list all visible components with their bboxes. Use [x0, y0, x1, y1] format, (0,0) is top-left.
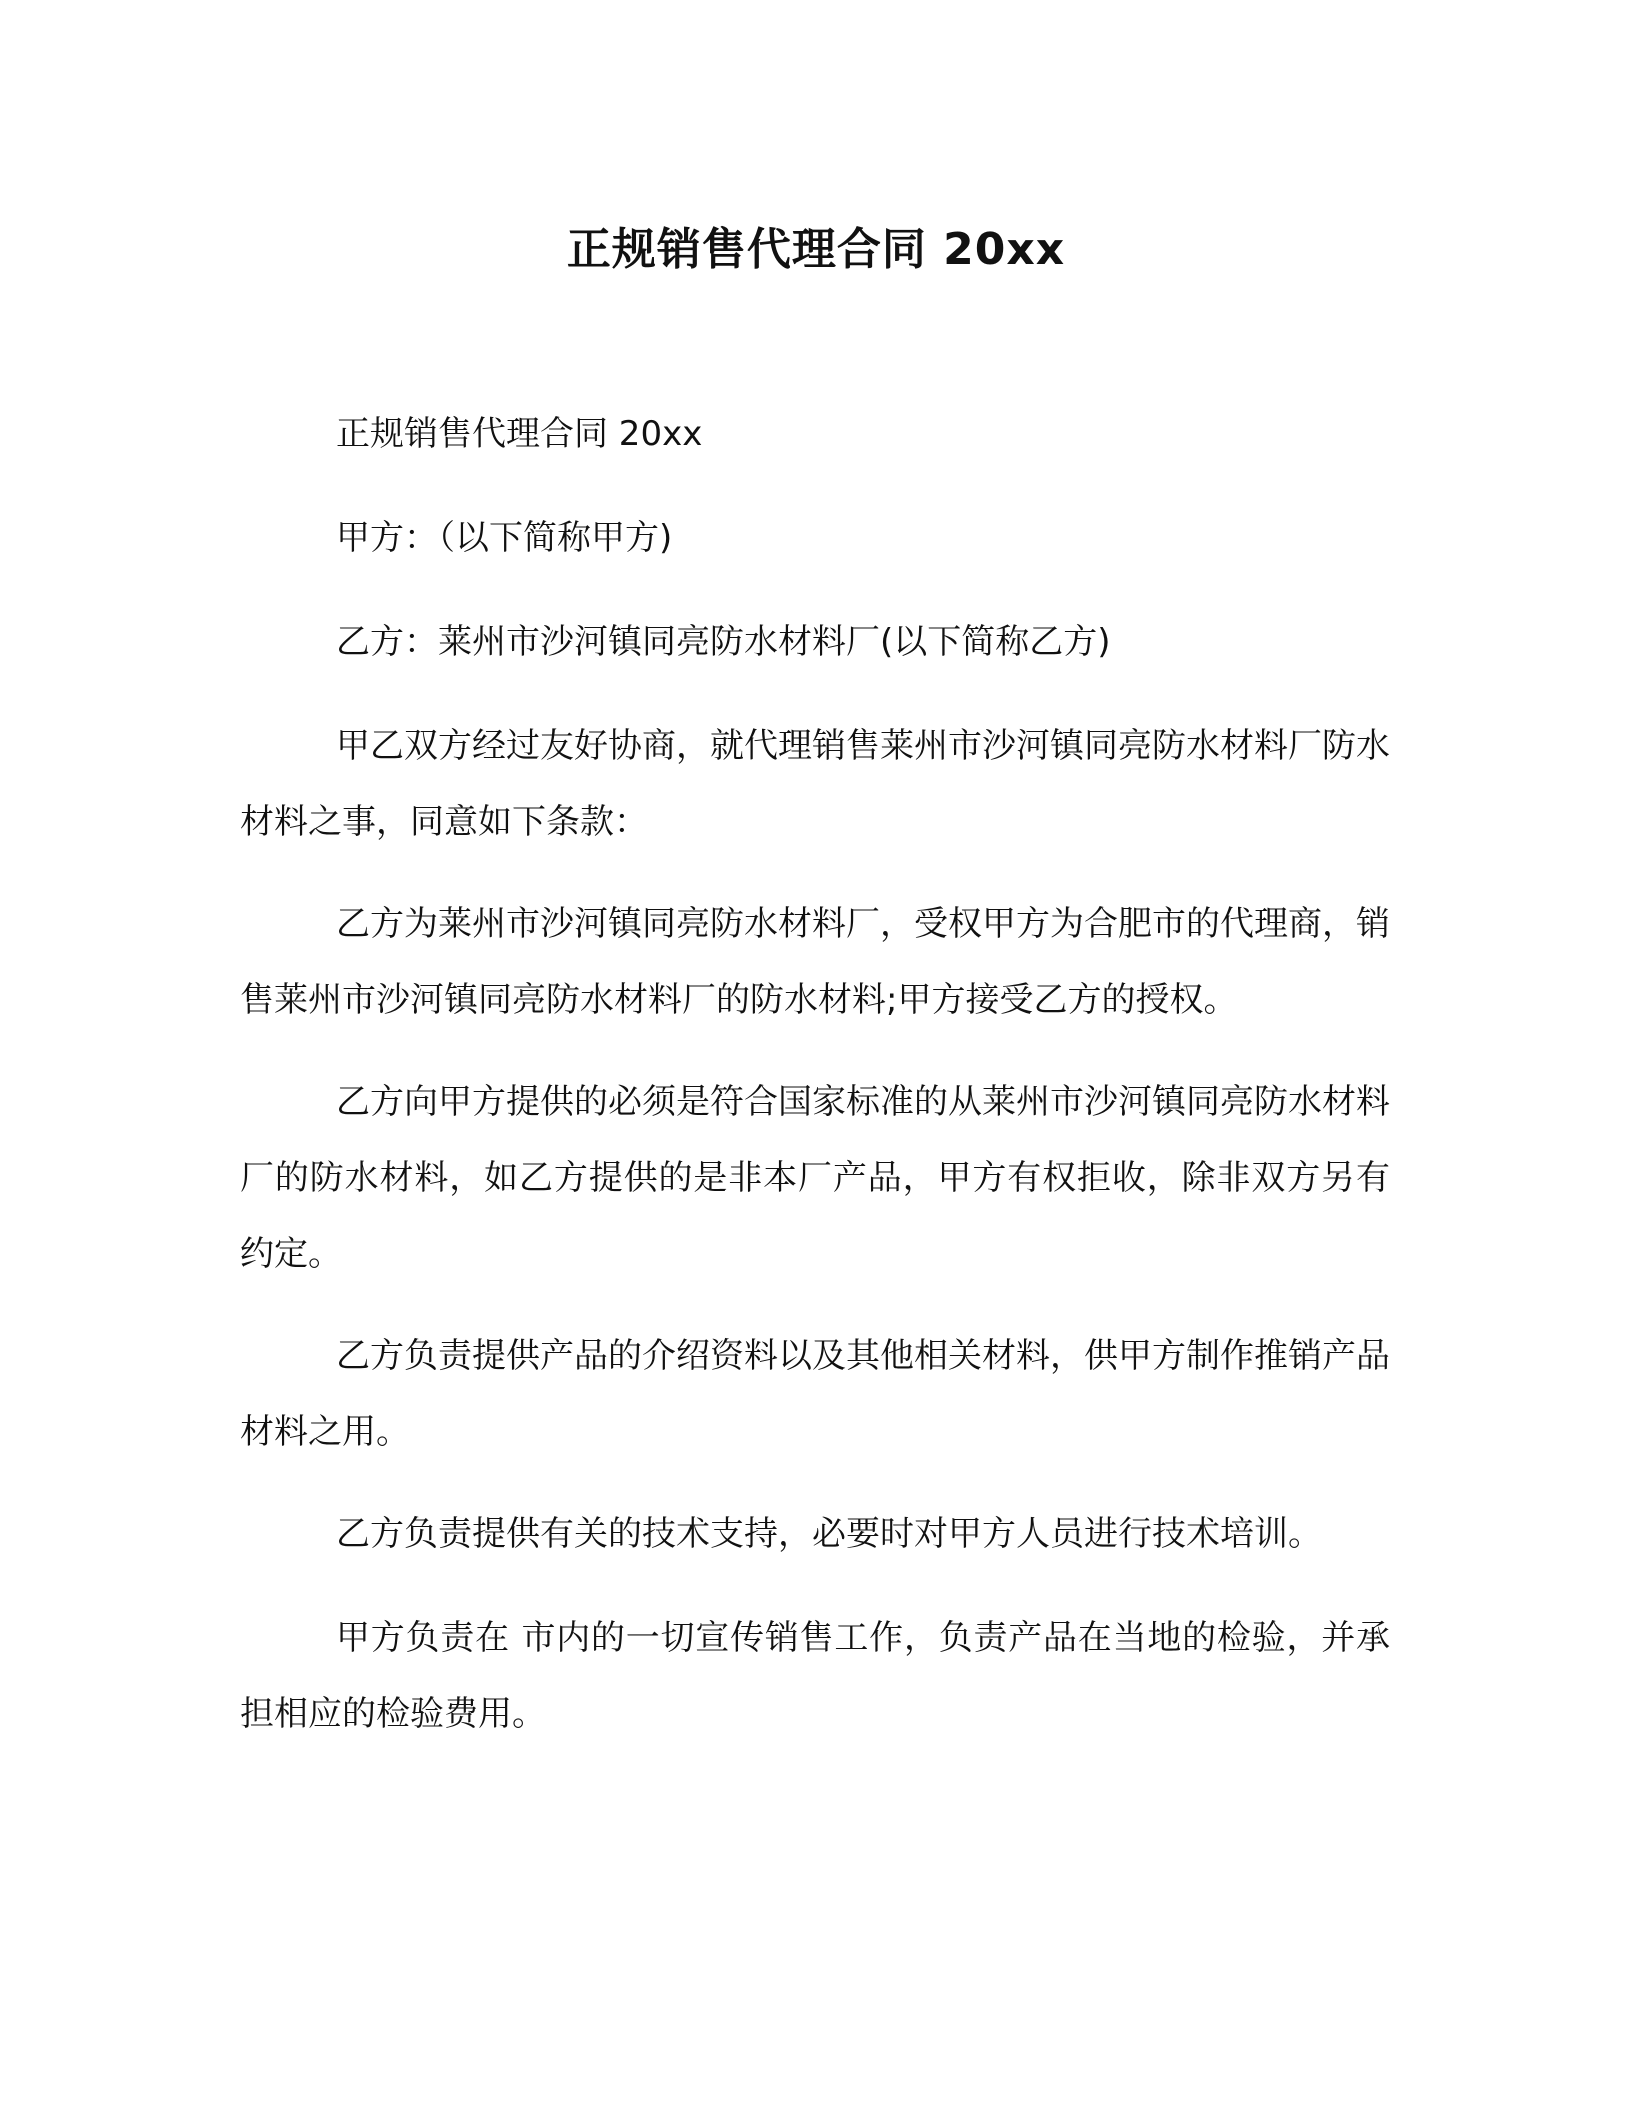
paragraph-party-b: 乙方：莱州市沙河镇同亮防水材料厂(以下简称乙方) — [336, 622, 1111, 662]
paragraph-party-a: 甲方：（以下简称甲方) — [336, 518, 673, 558]
paragraph-authorization: 乙方为莱州市沙河镇同亮防水材料厂，受权甲方为合肥市的代理商，销售莱州市沙河镇同亮防水材料厂的防水材料;甲方接受乙方的授权。 — [240, 904, 1390, 1020]
paragraph-materials-supply: 乙方负责提供产品的介绍资料以及其他相关材料，供甲方制作推销产品材料之用。 — [240, 1336, 1390, 1452]
paragraph-heading: 正规销售代理合同 20xx — [336, 414, 703, 454]
paragraph-agreement-intro: 甲乙双方经过友好协商，就代理销售莱州市沙河镇同亮防水材料厂防水材料之事，同意如下条款： — [240, 726, 1390, 842]
paragraph-product-standard: 乙方向甲方提供的必须是符合国家标准的从莱州市沙河镇同亮防水材料厂的防水材料，如乙方提供的是非本厂产品，甲方有权拒收，除非双方另有约定。 — [240, 1082, 1390, 1274]
document-title: 正规销售代理合同 20xx — [566, 224, 1066, 275]
paragraph-technical-support: 乙方负责提供有关的技术支持，必要时对甲方人员进行技术培训。 — [336, 1514, 1322, 1554]
paragraph-sales-responsibility: 甲方负责在 市内的一切宣传销售工作，负责产品在当地的检验，并承担相应的检验费用。 — [240, 1618, 1390, 1734]
document-body — [240, 396, 1390, 1778]
